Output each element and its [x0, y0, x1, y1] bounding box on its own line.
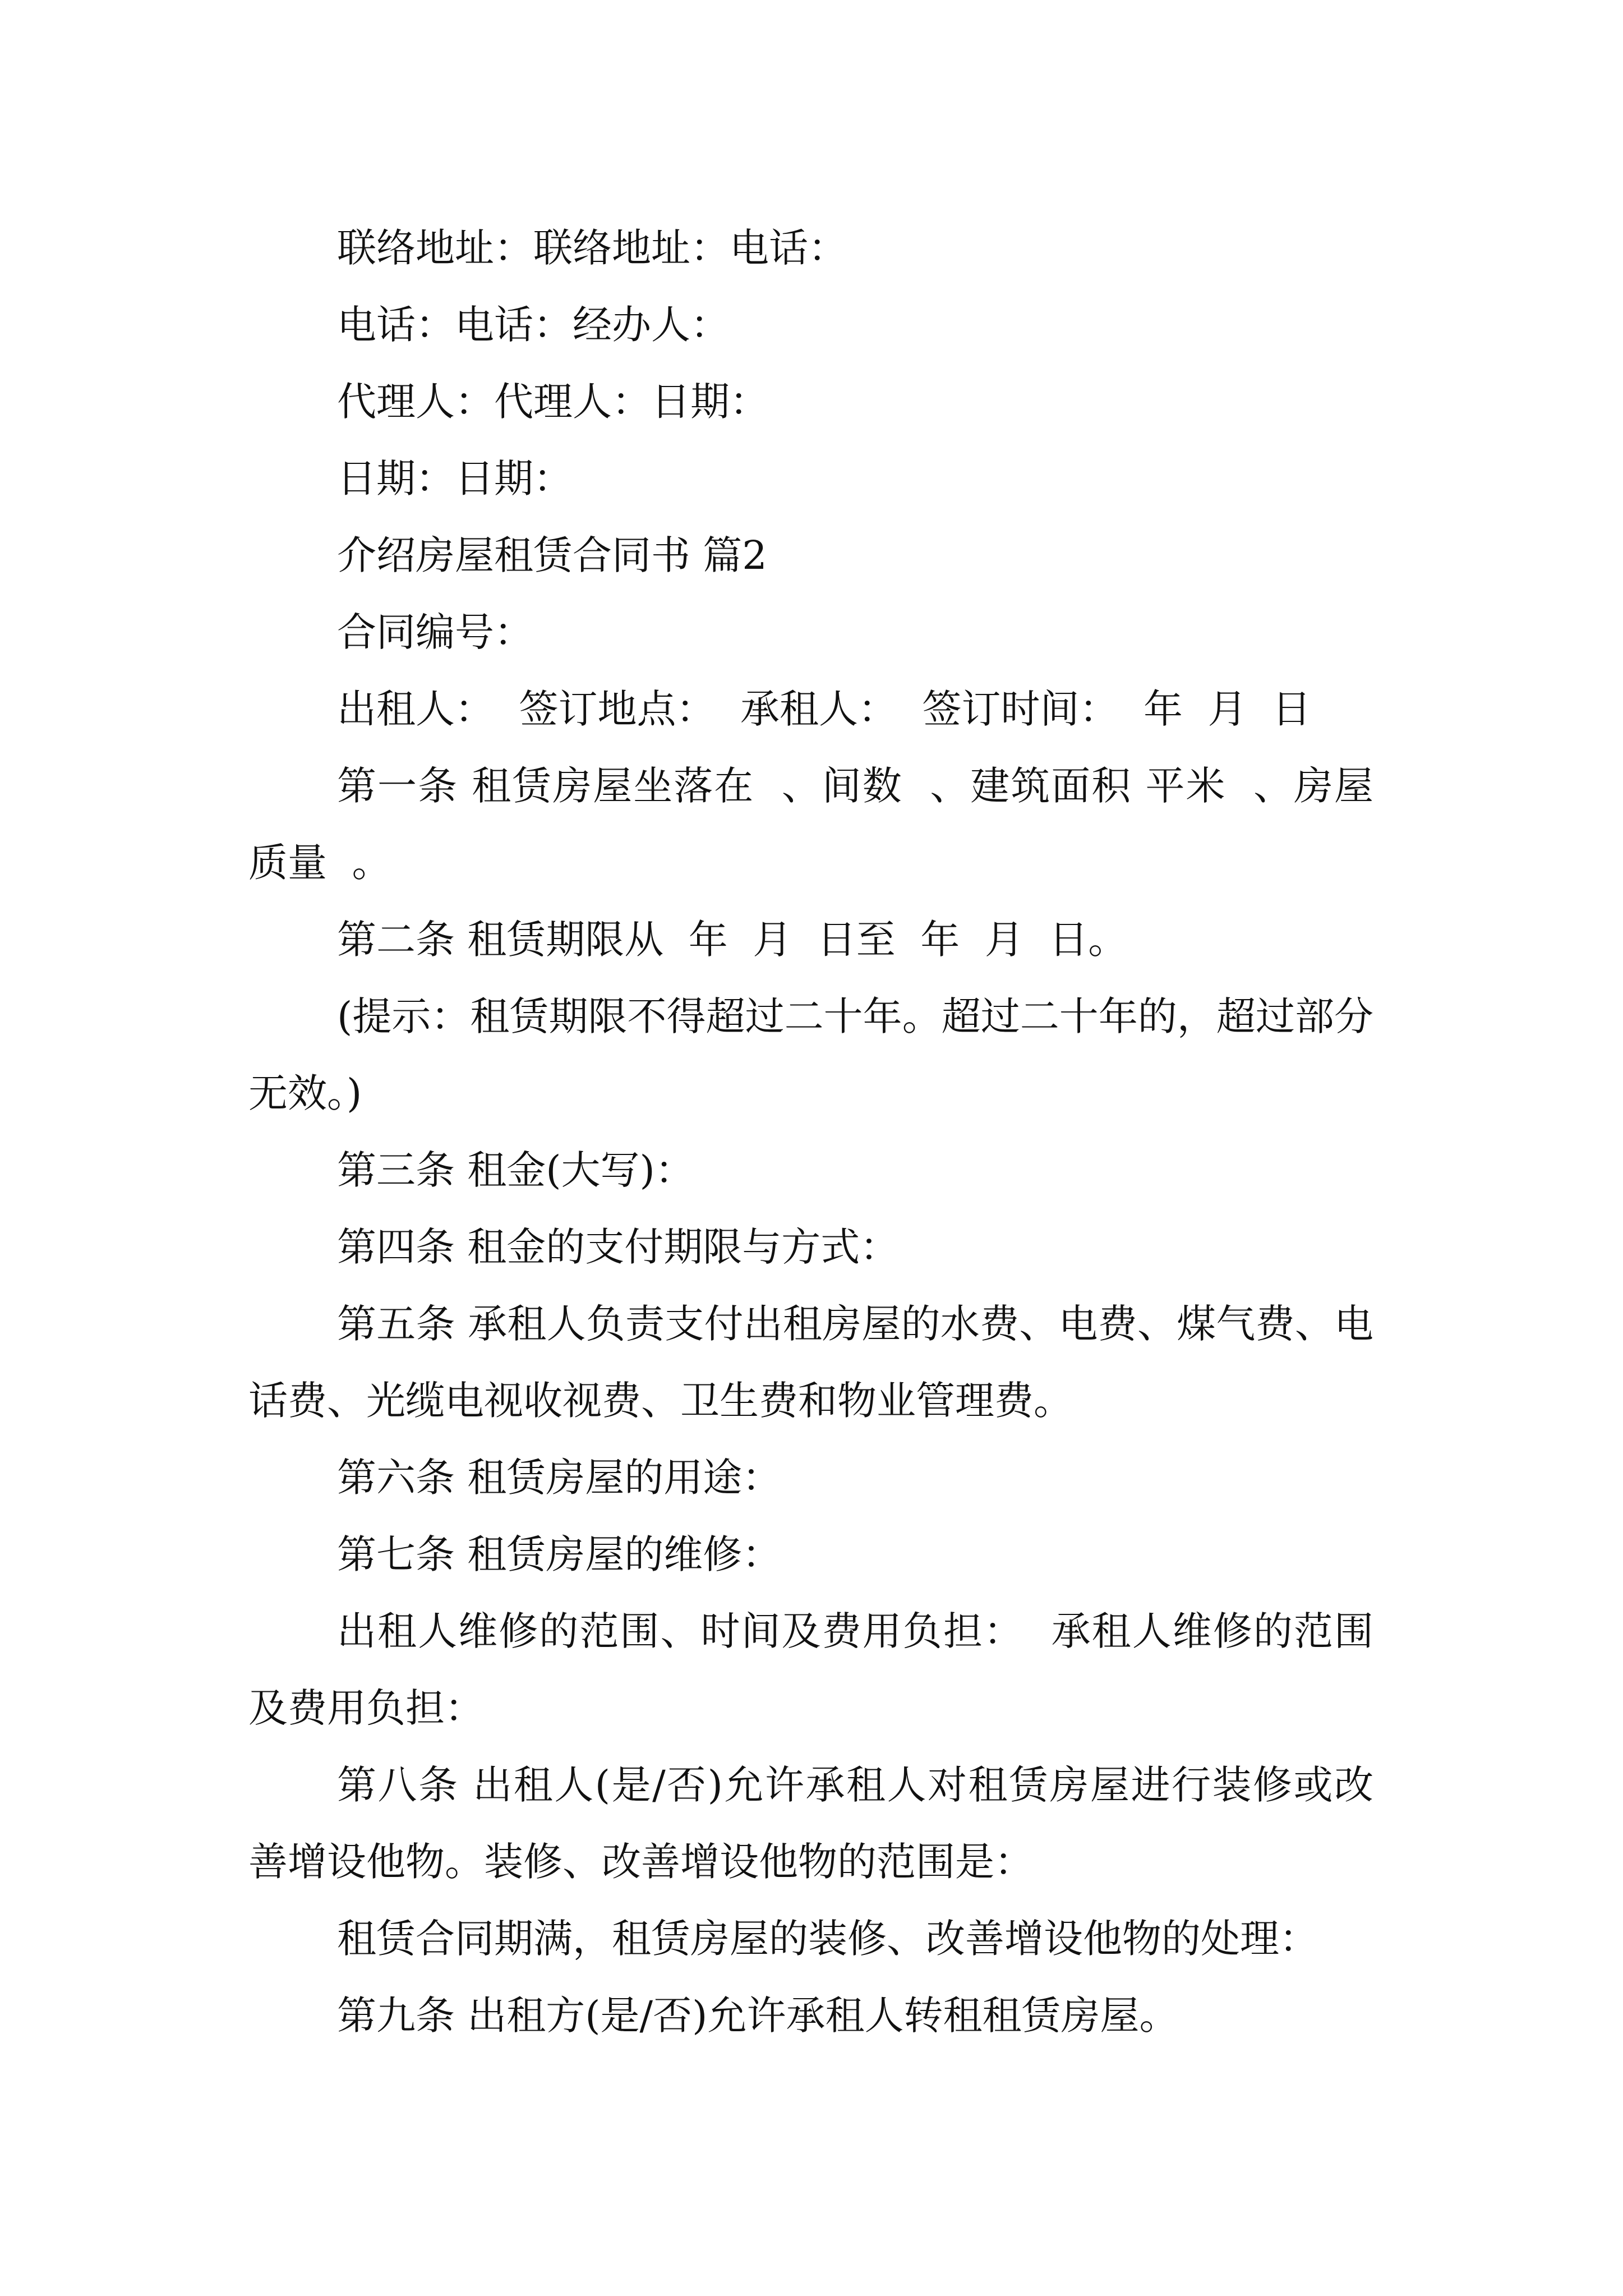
- article-6: 第六条 租赁房屋的用途：: [337, 1455, 782, 1501]
- article-1: 第一条 租赁房屋坐落在 、间数 、建筑面积 平米 、房屋质量 。: [248, 763, 1373, 886]
- article-8: 第八条 出租人(是/否)允许承租人对租赁房屋进行装修或改善增设他物。装修、改善增设他物的范围是：: [248, 1762, 1373, 1885]
- date-line: 日期：日期：: [337, 455, 573, 501]
- article-2: 第二条 租赁期限从 年 月 日至 年 月 日。: [337, 917, 1128, 963]
- article-8-detail: 租赁合同期满，租赁房屋的装修、改善增设他物的处理：: [337, 1916, 1318, 1962]
- agent-line: 代理人：代理人：日期：: [337, 379, 769, 425]
- section-heading: 介绍房屋租赁合同书 篇2: [337, 532, 767, 578]
- phone-line: 电话：电话：经办人：: [337, 302, 730, 348]
- article-5: 第五条 承租人负责支付出租房屋的水费、电费、煤气费、电话费、光缆电视收视费、卫生费和物业管理费。: [248, 1301, 1373, 1424]
- article-7: 第七条 租赁房屋的维修：: [337, 1531, 782, 1577]
- parties-line: 出租人： 签订地点： 承租人： 签订时间： 年 月 日: [337, 686, 1312, 732]
- article-7-detail: 出租人维修的范围、时间及费用负担： 承租人维修的范围及费用负担：: [248, 1608, 1373, 1731]
- document-body: [248, 210, 1373, 2054]
- article-3: 第三条 租金(大写)：: [337, 1147, 694, 1193]
- article-2-note: (提示：租赁期限不得超过二十年。超过二十年的，超过部分无效。): [248, 993, 1373, 1116]
- article-4: 第四条 租金的支付期限与方式：: [337, 1224, 900, 1270]
- contact-address-line: 联络地址：联络地址：电话：: [337, 225, 847, 271]
- contract-number: 合同编号：: [337, 609, 533, 655]
- article-9: 第九条 出租方(是/否)允许承租人转租租赁房屋。: [337, 1993, 1179, 2039]
